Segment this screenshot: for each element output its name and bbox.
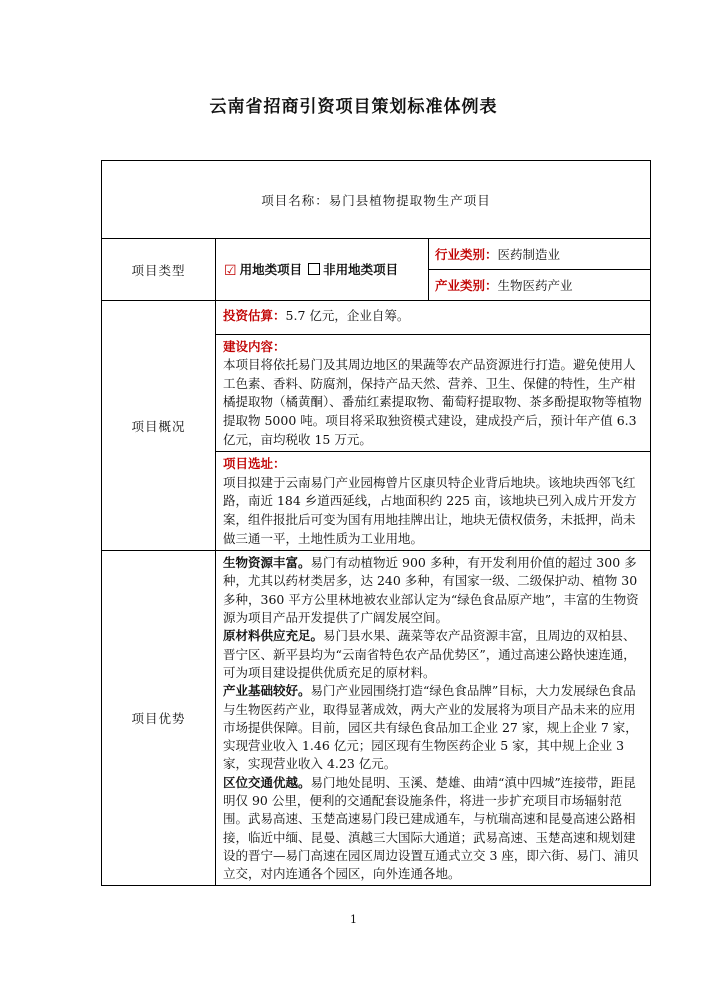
land-use-option: 用地类项目 bbox=[239, 262, 303, 277]
advantage-item bbox=[223, 554, 644, 627]
construction-label: 建设内容： bbox=[223, 338, 286, 354]
advantage-heading: 生物资源丰富。 bbox=[223, 555, 311, 571]
investment-label: 投资估算： bbox=[223, 308, 286, 323]
sector-value: 生物医药产业 bbox=[497, 278, 573, 293]
project-table bbox=[101, 160, 651, 886]
project-type-row-1 bbox=[102, 239, 651, 270]
sector-category bbox=[429, 270, 651, 301]
advantages-content bbox=[216, 551, 651, 886]
advantage-item bbox=[223, 627, 644, 682]
investment-value: 5.7 亿元，企业自筹。 bbox=[285, 308, 410, 323]
document-title: 云南省招商引资项目策划标准体例表 bbox=[209, 97, 498, 117]
advantage-heading: 产业基础较好。 bbox=[223, 683, 311, 699]
industry-label: 行业类别： bbox=[435, 247, 498, 262]
advantages-row bbox=[102, 551, 651, 886]
checked-box-icon[interactable]: ☑ bbox=[224, 263, 237, 279]
unchecked-box-icon[interactable] bbox=[308, 263, 320, 275]
sector-label: 产业类别： bbox=[435, 278, 498, 293]
industry-value: 医药制造业 bbox=[497, 247, 561, 262]
overview-investment-row bbox=[102, 301, 651, 335]
project-site bbox=[216, 452, 651, 551]
advantage-item bbox=[223, 682, 644, 773]
advantage-heading: 原材料供应充足。 bbox=[223, 628, 324, 644]
advantage-text: 易门产业园围绕打造“绿色食品牌”目标，大力发展绿色食品与生物医药产业，取得显著成效，两大产业的发展将为项目产品未来的应用市场提供保障。目前，园区共有绿色食品加工企业 27 家，规上企业 7 家，实现营业收入 1.46 亿元；园区现有生物医药企业 5 家，其中规上企业 3 家，实现营业收入 4.23 亿元。 bbox=[223, 683, 638, 772]
advantage-item bbox=[223, 774, 644, 884]
project-name: 项目名称：易门县植物提取物生产项目 bbox=[102, 161, 651, 239]
non-land-use-option: 非用地类项目 bbox=[323, 262, 399, 277]
project-name-row bbox=[102, 161, 651, 239]
construction-text: 本项目将依托易门及其周边地区的果蔬等农产品资源进行打造。避免使用人工色素、香料、防腐剂，保持产品天然、营养、卫生、保健的特性，生产柑橘提取物（橘黄酮）、番茄红素提取物、葡萄籽提取物、茶多酚提取物等植物提取物 5000 吨。项目将采取独资模式建设，建成投产后，预计年产值 6.3 亿元，亩均税收 15 万元。 bbox=[223, 357, 642, 447]
construction-content bbox=[216, 334, 651, 452]
advantages-label: 项目优势 bbox=[102, 551, 216, 886]
project-type-label: 项目类型 bbox=[102, 239, 216, 301]
investment-estimate bbox=[216, 301, 651, 335]
site-label: 项目选址： bbox=[223, 456, 286, 472]
overview-label: 项目概况 bbox=[102, 301, 216, 551]
industry-category bbox=[429, 239, 651, 270]
project-type-options bbox=[216, 239, 429, 301]
advantage-text: 易门县水果、蔬菜等农产品资源丰富，且周边的双柏县、晋宁区、新平县均为“云南省特色农产品优势区”，通过高速公路快速连通，可为项目建设提供优质充足的原材料。 bbox=[223, 628, 636, 680]
advantage-text: 易门地处昆明、玉溪、楚雄、曲靖“滇中四城”连接带，距昆明仅 90 公里，便利的交通配套设施条件，将进一步扩充项目市场辐射范围。武易高速、玉楚高速易门段已建成通车，与杭瑞高速和昆曼高速公路相接，临近中缅、昆曼、滇越三大国际大通道；武易高速、玉楚高速和规划建设的晋宁—易门高速在园区周边设置互通式立交 3 座，即六街、易门、浦贝立交，对内连通各个园区，向外连通各地。 bbox=[223, 774, 639, 882]
advantage-heading: 区位交通优越。 bbox=[223, 774, 311, 790]
site-text: 项目拟建于云南易门产业园梅曾片区康贝特企业背后地块。该地块西邻飞红路，南近 184 乡道西延线，占地面积约 225 亩，该地块已列入成片开发方案，组件报批后可变为国有用地挂牌出让，地块无债权债务，未抵押，尚未做三通一平，土地性质为工业用地。 bbox=[223, 474, 637, 546]
page-number: 1 bbox=[350, 913, 357, 926]
advantage-text: 易门有动植物近 900 多种，有开发利用价值的超过 300 多种，尤其以药材类居多，达 240 多种，有国家一级、二级保护动、植物 30 多种，360 平方公里林地被农业部认定为“绿色食品原产地”，丰富的生物资源为项目产品开发提供了广阔发展空间。 bbox=[223, 555, 639, 626]
